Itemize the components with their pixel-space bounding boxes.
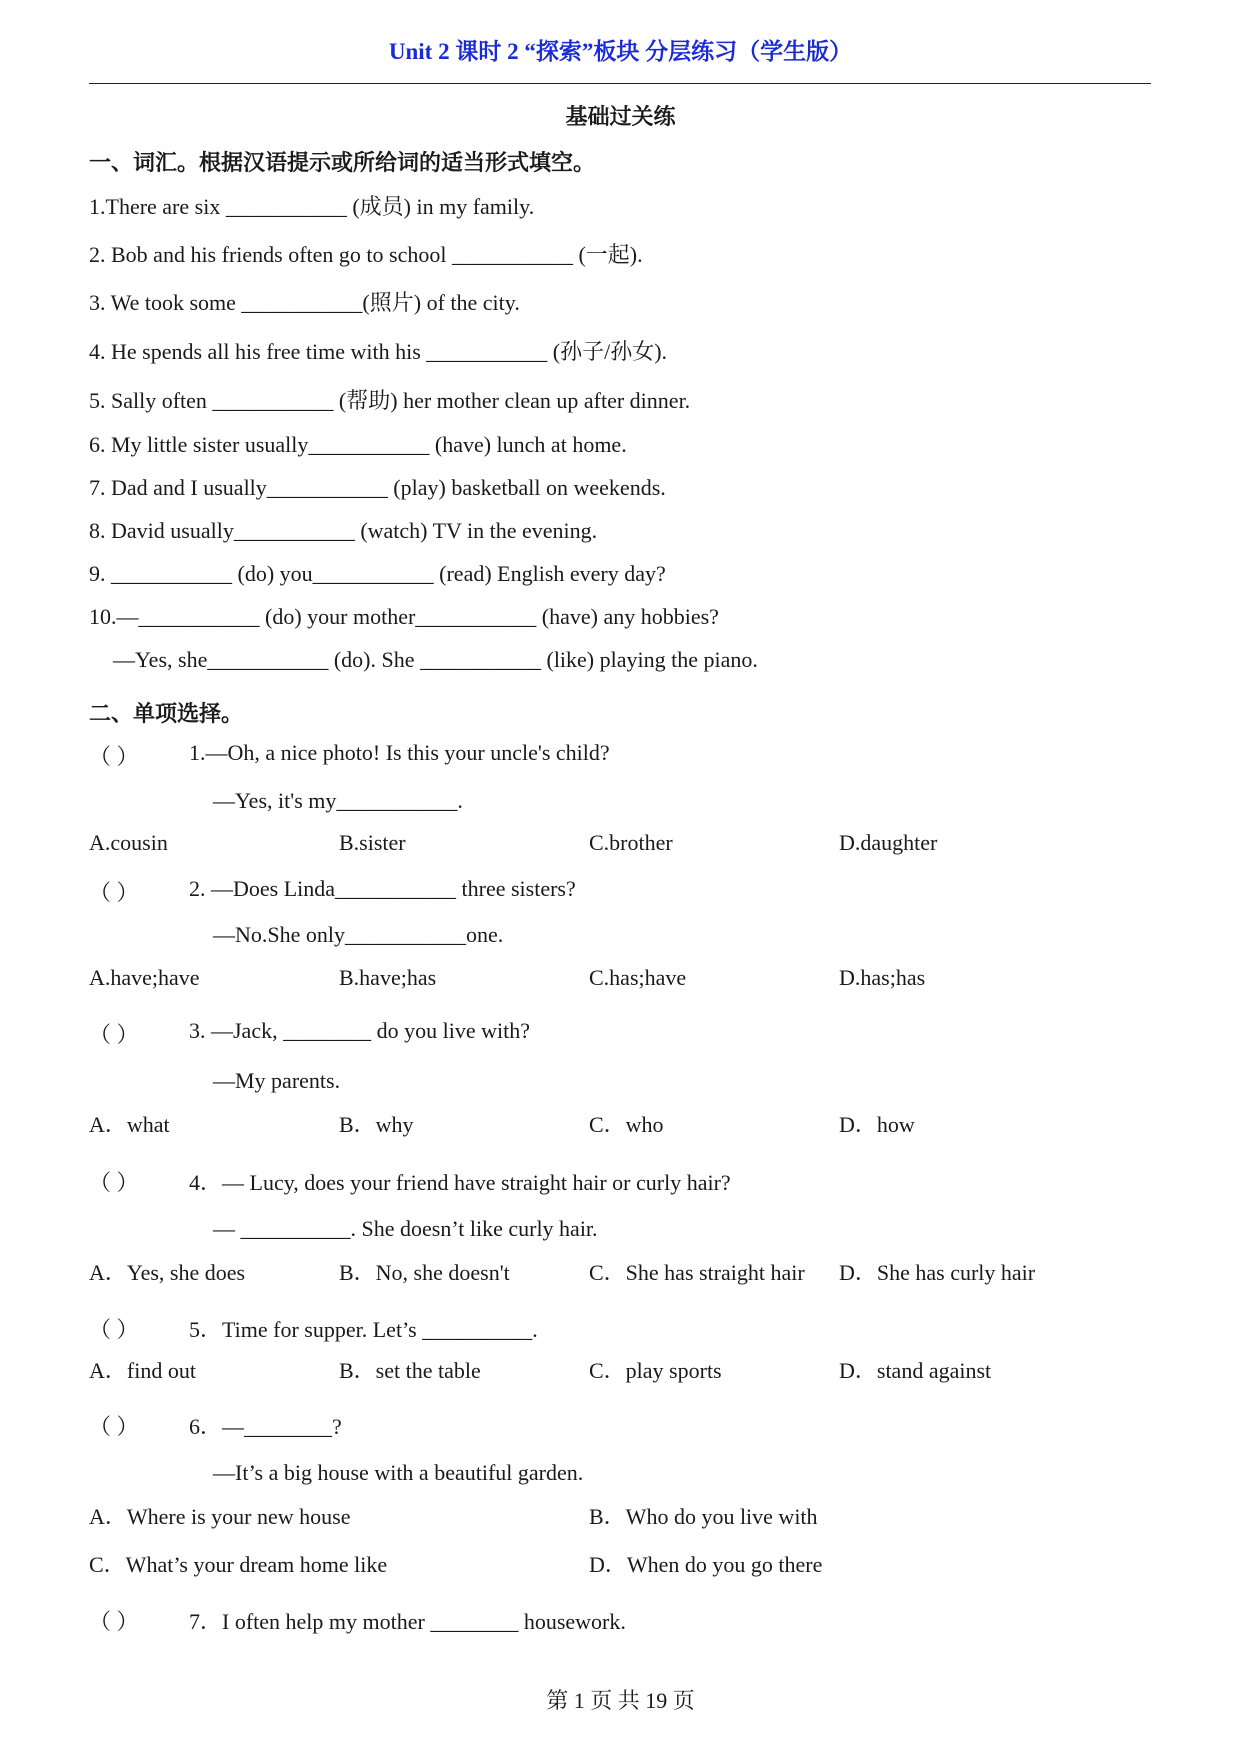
vocab-item-2: 2. Bob and his friends often go to school ___________ (一起). — [89, 242, 643, 267]
q6-option-c: C．What’s your dream home like — [89, 1552, 388, 1577]
vocab-item-3: 3. We took some ___________(照片) of the city. — [89, 290, 520, 315]
vocab-item-8: 8. David usually___________ (watch) TV in the evening. — [89, 518, 598, 543]
q6-reply: —It’s a big house with a beautiful garden. — [213, 1460, 584, 1485]
document-header: Unit 2 课时 2 “探索”板块 分层练习（学生版） — [388, 39, 853, 64]
q6-option-d: D．When do you go there — [589, 1552, 823, 1577]
q6-stem: 6．—________? — [189, 1414, 342, 1439]
q4-reply: — __________. She doesn’t like curly hair. — [213, 1216, 598, 1241]
q3-option-b: B．why — [339, 1112, 414, 1137]
page-footer: 第 1 页 共 19 页 — [546, 1688, 695, 1713]
q5-option-c: C．play sports — [589, 1358, 722, 1383]
q1-option-b: B.sister — [339, 830, 406, 855]
vocab-item-9: 9. ___________ (do) you___________ (read) English every day? — [89, 561, 666, 586]
q1-stem: 1.—Oh, a nice photo! Is this your uncle's child? — [189, 740, 610, 765]
q3-reply: —My parents. — [213, 1068, 341, 1093]
q4-option-d: D．She has curly hair — [839, 1260, 1036, 1285]
q2-stem: 2. —Does Linda___________ three sisters? — [189, 876, 576, 901]
vocab-item-6: 6. My little sister usually___________ (have) lunch at home. — [89, 432, 627, 457]
q1-reply: —Yes, it's my___________. — [213, 788, 463, 813]
answer-blank-q5[interactable]: （ ） — [89, 1317, 139, 1342]
q5-option-d: D．stand against — [839, 1358, 992, 1383]
answer-blank-q6[interactable]: （ ） — [89, 1414, 139, 1439]
q5-option-a: A．find out — [89, 1358, 196, 1383]
q2-option-b: B.have;has — [339, 965, 437, 990]
q7-stem: 7．I often help my mother ________ housework. — [189, 1609, 626, 1634]
q6-option-b: B．Who do you live with — [589, 1504, 818, 1529]
vocab-item-4: 4. He spends all his free time with his ___________ (孙子/孙女). — [89, 339, 668, 364]
vocab-item-10: 10.—___________ (do) your mother___________ (have) any hobbies? — [89, 604, 719, 629]
q4-option-a: A．Yes, she does — [89, 1260, 246, 1285]
q5-option-b: B．set the table — [339, 1358, 481, 1383]
q1-option-d: D.daughter — [839, 830, 938, 855]
q3-option-d: D．how — [839, 1112, 915, 1137]
answer-blank-q2[interactable]: （ ） — [89, 880, 139, 905]
answer-blank-q3[interactable]: （ ） — [89, 1022, 139, 1047]
q3-stem: 3. —Jack, ________ do you live with? — [189, 1018, 530, 1043]
q2-reply: —No.She only___________one. — [213, 922, 504, 947]
q2-option-a: A.have;have — [89, 965, 200, 990]
vocab-item-5: 5. Sally often ___________ (帮助) her mother clean up after dinner. — [89, 388, 691, 413]
section2-title: 二、单项选择。 — [89, 701, 244, 726]
header-divider — [89, 83, 1151, 84]
vocab-item-10-reply: —Yes, she___________ (do). She ___________ (like) playing the piano. — [113, 647, 758, 672]
section1-title: 一、词汇。根据汉语提示或所给词的适当形式填空。 — [89, 150, 596, 175]
q1-option-c: C.brother — [589, 830, 673, 855]
vocab-item-1: 1.There are six ___________ (成员) in my family. — [89, 194, 535, 219]
q4-stem: 4．— Lucy, does your friend have straight hair or curly hair? — [189, 1170, 731, 1195]
vocab-item-7: 7. Dad and I usually___________ (play) basketball on weekends. — [89, 475, 666, 500]
q1-option-a: A.cousin — [89, 830, 168, 855]
q4-option-b: B．No, she doesn't — [339, 1260, 510, 1285]
q5-stem: 5．Time for supper. Let’s __________. — [189, 1317, 538, 1342]
section-subtitle: 基础过关练 — [565, 104, 676, 129]
q6-option-a: A．Where is your new house — [89, 1504, 351, 1529]
q3-option-a: A．what — [89, 1112, 170, 1137]
q2-option-c: C.has;have — [589, 965, 687, 990]
q3-option-c: C．who — [589, 1112, 664, 1137]
q2-option-d: D.has;has — [839, 965, 926, 990]
answer-blank-q4[interactable]: （ ） — [89, 1170, 139, 1195]
answer-blank-q1[interactable]: （ ） — [89, 744, 139, 769]
answer-blank-q7[interactable]: （ ） — [89, 1609, 139, 1634]
q4-option-c: C．She has straight hair — [589, 1260, 805, 1285]
